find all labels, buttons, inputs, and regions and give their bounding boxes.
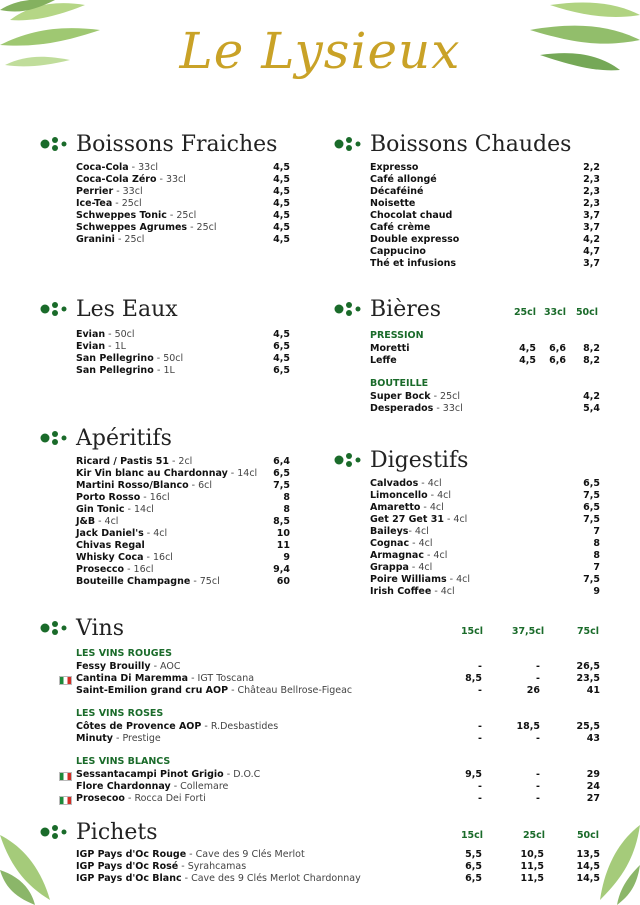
menu-item: Prosecco - 16cl 9,4: [76, 564, 290, 575]
subsection-label: LES VINS ROSES: [76, 708, 164, 719]
section-title: Bières: [370, 296, 442, 322]
menu-item: Noisette 2,3: [370, 198, 600, 209]
menu-item: Schweppes Agrumes - 25cl 4,5: [76, 222, 290, 233]
menu-item: Calvados - 4cl 6,5: [370, 478, 600, 489]
section-bieres: [334, 295, 600, 415]
menu-item: Evian - 1L 6,5: [76, 341, 290, 352]
bullet-dots-icon: [40, 136, 72, 152]
wine-row: Prosecoo - Rocca Dei Forti - - 27: [76, 793, 600, 805]
menu-item: Desperados - 33cl 5,4: [370, 403, 600, 414]
section-title: Boissons Fraiches: [76, 131, 278, 157]
menu-item: Amaretto - 4cl 6,5: [370, 502, 600, 513]
column-header: 75cl: [576, 626, 600, 637]
bullet-dots-icon: [334, 136, 366, 152]
wine-row: Côtes de Provence AOP - R.Desbastides - 18,5 25,5: [76, 721, 600, 732]
menu-item: Ice-Tea - 25cl 4,5: [76, 198, 290, 209]
section-aperitifs: [40, 424, 290, 588]
column-header: 50cl: [576, 830, 600, 841]
menu-item: Coca-Cola Zéro - 33cl 4,5: [76, 174, 290, 185]
section-pichets: [40, 818, 600, 885]
wine-row: Fessy Brouilly - AOC - - 26,5: [76, 661, 600, 672]
bullet-dots-icon: [40, 430, 72, 446]
menu-item: Grappa - 4cl 7: [370, 562, 600, 573]
menu-item: Get 27 Get 31 - 4cl 7,5: [370, 514, 600, 525]
column-header: 37,5cl: [511, 626, 545, 637]
section-vins: [40, 614, 600, 805]
menu-item: Ricard / Pastis 51 - 2cl 6,4: [76, 456, 290, 467]
wine-row: Minuty - Prestige - - 43: [76, 733, 600, 744]
menu-item: IGP Pays d'Oc Rouge - Cave des 9 Clés Merlot 5,5 10,5 13,5: [76, 849, 600, 860]
subsection-label: PRESSION: [370, 330, 424, 341]
section-title: Vins: [76, 615, 124, 641]
menu-item: Cappucino 4,7: [370, 246, 600, 257]
wine-row: Cantina Di Maremma - IGT Toscana 8,5 - 23,5: [76, 673, 600, 685]
wine-row: Flore Chardonnay - Collemare - - 24: [76, 781, 600, 792]
menu-item: Kir Vin blanc au Chardonnay - 14cl 6,5: [76, 468, 290, 479]
menu-item: Limoncello - 4cl 7,5: [370, 490, 600, 501]
menu-item: Double expresso 4,2: [370, 234, 600, 245]
menu-item: San Pellegrino - 1L 6,5: [76, 365, 290, 376]
menu-item: Schweppes Tonic - 25cl 4,5: [76, 210, 290, 221]
section-title: Les Eaux: [76, 296, 178, 322]
menu-item: Porto Rosso - 16cl 8: [76, 492, 290, 503]
menu-item: Chivas Regal 11: [76, 540, 290, 551]
menu-item: San Pellegrino - 50cl 4,5: [76, 353, 290, 364]
bullet-dots-icon: [334, 452, 366, 468]
subsection-label: LES VINS ROUGES: [76, 648, 172, 659]
column-header: 25cl: [513, 307, 537, 318]
italian-flag-icon: [59, 772, 72, 781]
menu-item: Café allongé 2,3: [370, 174, 600, 185]
menu-item: Whisky Coca - 16cl 9: [76, 552, 290, 563]
section-title: Apéritifs: [76, 425, 172, 451]
menu-item: Bouteille Champagne - 75cl 60: [76, 576, 290, 587]
menu-item: Chocolat chaud 3,7: [370, 210, 600, 221]
subsection-label: LES VINS BLANCS: [76, 756, 171, 767]
leaf-decoration-bottom-right: [595, 815, 640, 905]
menu-item: Décaféiné 2,3: [370, 186, 600, 197]
column-header: 25cl: [522, 830, 546, 841]
column-header: 50cl: [575, 307, 599, 318]
menu-item: Poire Williams - 4cl 7,5: [370, 574, 600, 585]
menu-item: Cognac - 4cl 8: [370, 538, 600, 549]
menu-item: Moretti 4,5 6,6 8,2: [370, 343, 600, 354]
column-header: 15cl: [460, 626, 484, 637]
menu-item: Thé et infusions 3,7: [370, 258, 600, 269]
menu-item: Perrier - 33cl 4,5: [76, 186, 290, 197]
menu-item: Jack Daniel's - 4cl 10: [76, 528, 290, 539]
menu-item: Gin Tonic - 14cl 8: [76, 504, 290, 515]
menu-item: J&B - 4cl 8,5: [76, 516, 290, 527]
menu-item: IGP Pays d'Oc Blanc - Cave des 9 Clés Merlot Chardonnay 6,5 11,5 14,5: [76, 873, 600, 884]
bullet-dots-icon: [40, 824, 72, 840]
section-title: Digestifs: [370, 447, 469, 473]
section-boissons-chaudes: [334, 130, 600, 270]
menu-item: Irish Coffee - 4cl 9: [370, 586, 600, 597]
menu-item: Super Bock - 25cl 4,2: [370, 391, 600, 402]
italian-flag-icon: [59, 796, 72, 805]
bullet-dots-icon: [40, 301, 72, 317]
section-title: Pichets: [76, 819, 158, 845]
bullet-dots-icon: [40, 620, 72, 636]
menu-item: Expresso 2,2: [370, 162, 600, 173]
section-les-eaux: [40, 295, 290, 377]
section-digestifs: [334, 446, 600, 598]
restaurant-title: Le Lysieux: [179, 22, 461, 80]
column-header: 33cl: [543, 307, 567, 318]
subsection-label: BOUTEILLE: [370, 378, 429, 389]
wine-row: Sessantacampi Pinot Grigio - D.O.C 9,5 - 29: [76, 769, 600, 781]
wine-row: Saint-Emilion grand cru AOP - Château Bellrose-Figeac - 26 41: [76, 685, 600, 696]
menu-item: Evian - 50cl 4,5: [76, 329, 290, 340]
bullet-dots-icon: [334, 301, 366, 317]
section-title: Boissons Chaudes: [370, 131, 572, 157]
column-header: 15cl: [460, 830, 484, 841]
menu-item: Leffe 4,5 6,6 8,2: [370, 355, 600, 366]
italian-flag-icon: [59, 676, 72, 685]
menu-item: Café crème 3,7: [370, 222, 600, 233]
menu-item: Armagnac - 4cl 8: [370, 550, 600, 561]
menu-item: Baileys- 4cl 7: [370, 526, 600, 537]
menu-item: Coca-Cola - 33cl 4,5: [76, 162, 290, 173]
menu-item: IGP Pays d'Oc Rosé - Syrahcamas 6,5 11,5 14,5: [76, 861, 600, 872]
menu-item: Martini Rosso/Blanco - 6cl 7,5: [76, 480, 290, 491]
menu-item: Granini - 25cl 4,5: [76, 234, 290, 245]
section-boissons-fraiches: [40, 130, 290, 246]
